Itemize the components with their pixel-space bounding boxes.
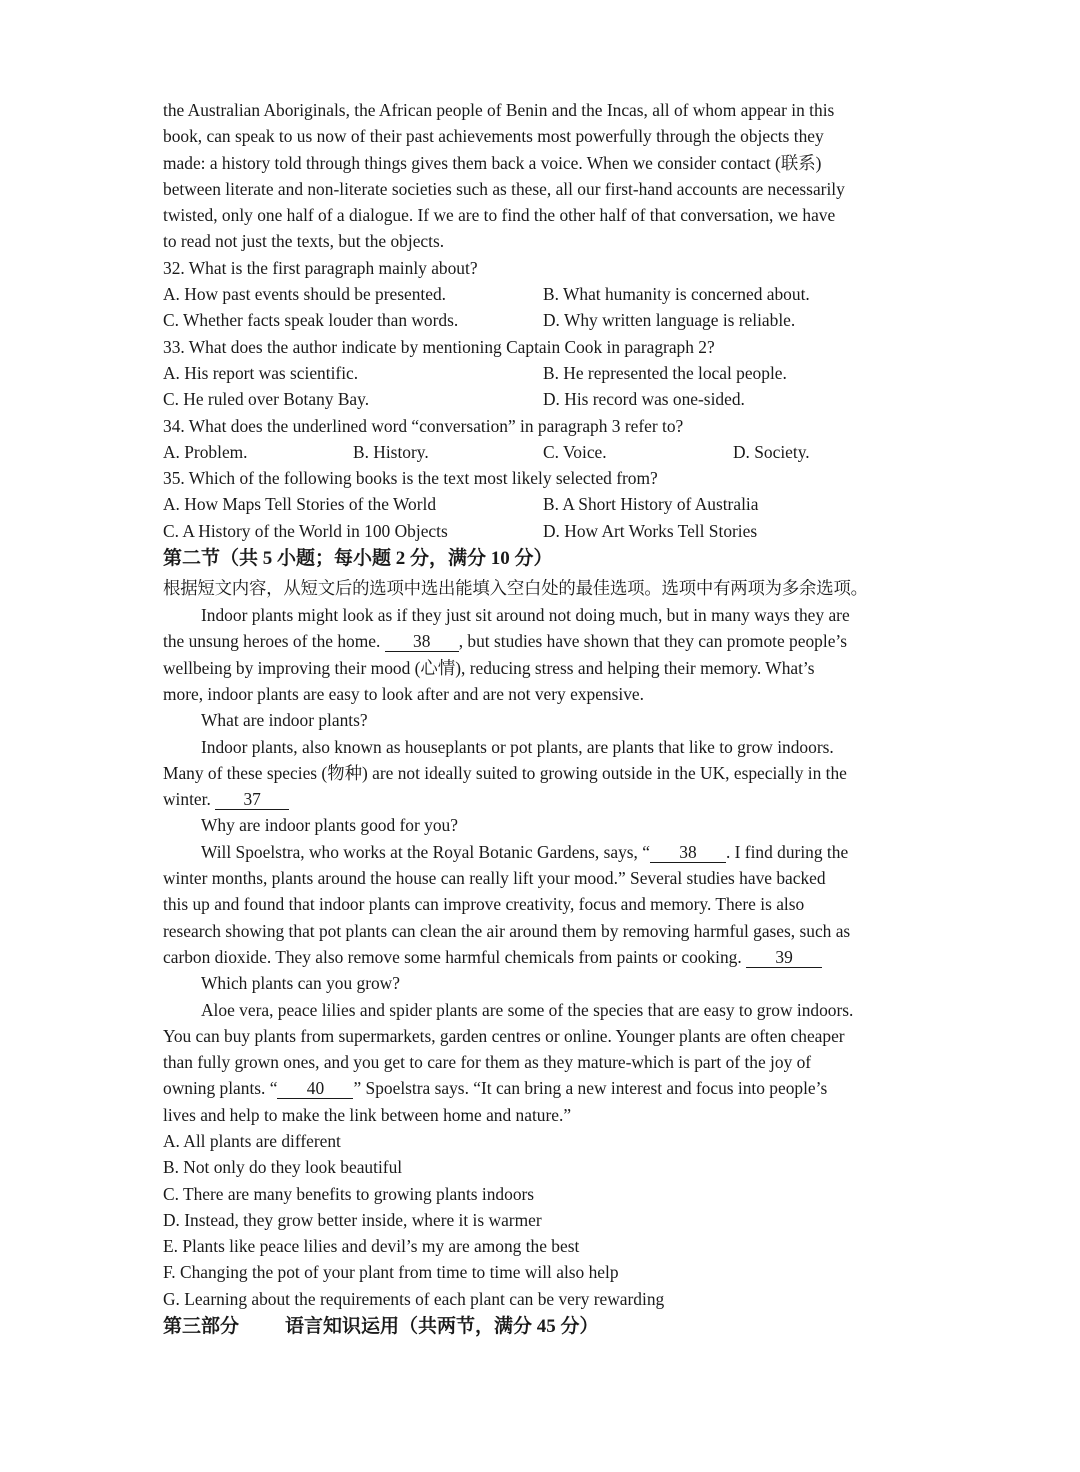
section-2-heading: 第二节（共 5 小题；每小题 2 分，满分 10 分） xyxy=(163,548,553,570)
passage-line: than fully grown ones, and you get to care for them as they mature-which is part of the joy of xyxy=(163,1052,812,1073)
choice-a: A. All plants are different xyxy=(163,1130,341,1151)
section-3-heading xyxy=(163,1312,923,1342)
option-b: B. He represented the local people. xyxy=(543,362,787,383)
question-32 xyxy=(163,255,923,334)
choice-b: B. Not only do they look beautiful xyxy=(163,1157,403,1178)
option-c: C. He ruled over Botany Bay. xyxy=(163,389,370,410)
blank-37: 37 xyxy=(215,790,289,810)
blank-39: 39 xyxy=(746,948,822,968)
question-35 xyxy=(163,465,923,544)
subheading: Which plants can you grow? xyxy=(201,973,400,994)
exam-page xyxy=(163,97,923,1342)
option-a: A. Problem. xyxy=(163,441,248,462)
passage-line: winter. 37 xyxy=(163,786,923,812)
passage-line: twisted, only one half of a dialogue. If we are to find the other half of that conversation, we have xyxy=(163,205,836,226)
options-row xyxy=(163,281,923,307)
options-row xyxy=(163,491,923,517)
blank-40: 40 xyxy=(277,1079,353,1099)
question-33 xyxy=(163,334,923,413)
option-a: A. His report was scientific. xyxy=(163,362,359,383)
passage-line: made: a history told through things gives them back a voice. When we consider contact (联系) xyxy=(163,152,822,173)
question-stem: 34. What does the underlined word “conversation” in paragraph 3 refer to? xyxy=(163,415,684,436)
section-2-instruction: 根据短文内容，从短文后的选项中选出能填入空白处的最佳选项。选项中有两项为多余选项。 xyxy=(163,578,868,599)
passage-line: to read not just the texts, but the objects. xyxy=(163,231,445,252)
option-a: A. How Maps Tell Stories of the World xyxy=(163,494,437,515)
option-d: D. His record was one-sided. xyxy=(543,389,745,410)
passage-line: lives and help to make the link between home and nature.” xyxy=(163,1104,572,1125)
passage-line: more, indoor plants are easy to look after and are not very expensive. xyxy=(163,683,644,704)
passage-line: Aloe vera, peace lilies and spider plants are some of the species that are easy to grow indoors. xyxy=(201,999,854,1020)
question-stem: 33. What does the author indicate by mentioning Captain Cook in paragraph 2? xyxy=(163,336,715,357)
option-c: C. Voice. xyxy=(543,441,607,462)
part-title: 语言知识运用（共两节，满分 45 分） xyxy=(285,1316,599,1338)
passage-line: Many of these species (物种) are not ideally suited to growing outside in the UK, especially in the xyxy=(163,762,847,783)
option-d: D. How Art Works Tell Stories xyxy=(543,520,758,541)
option-c: C. Whether facts speak louder than words. xyxy=(163,310,459,331)
subheading: Why are indoor plants good for you? xyxy=(201,815,458,836)
passage-line: between literate and non-literate societies such as these, all our first-hand accounts are necessarily xyxy=(163,178,845,199)
passage-line: Will Spoelstra, who works at the Royal Botanic Gardens, says, “ 38 . I find during the xyxy=(201,841,849,862)
passage-line: owning plants. “ 40 ” Spoelstra says. “It can bring a new interest and focus into people’s xyxy=(163,1078,828,1099)
question-stem: 35. Which of the following books is the text most likely selected from? xyxy=(163,468,658,489)
question-34 xyxy=(163,413,923,466)
passage-line: research showing that pot plants can clean the air around them by removing harmful gases, such as xyxy=(163,920,851,941)
passage-line: the Australian Aboriginals, the African people of Benin and the Incas, all of whom appear in this xyxy=(163,100,835,120)
passage-indoor-plants xyxy=(163,602,923,1128)
passage-line: the unsung heroes of the home. 38 , but studies have shown that they can promote people’s xyxy=(163,631,848,652)
options-row xyxy=(163,360,923,386)
options-row xyxy=(163,439,923,465)
passage-line: carbon dioxide. They also remove some harmful chemicals from paints or cooking. 39 xyxy=(163,944,923,970)
option-d: D. Society. xyxy=(733,441,810,462)
passage-line: You can buy plants from supermarkets, garden centres or online. Younger plants are often cheaper xyxy=(163,1025,845,1046)
choice-c: C. There are many benefits to growing plants indoors xyxy=(163,1183,535,1204)
passage-line: wellbeing by improving their mood (心情), reducing stress and helping their memory. What’s xyxy=(163,657,815,678)
choice-e: E. Plants like peace lilies and devil’s my are among the best xyxy=(163,1236,580,1257)
passage-line: book, can speak to us now of their past achievements most powerfully through the objects they xyxy=(163,126,824,147)
option-b: B. A Short History of Australia xyxy=(543,494,759,515)
choice-f: F. Changing the pot of your plant from time to time will also help xyxy=(163,1262,619,1283)
option-a: A. How past events should be presented. xyxy=(163,284,447,305)
option-c: C. A History of the World in 100 Objects xyxy=(163,520,448,541)
passage-line: Indoor plants might look as if they just sit around not doing much, but in many ways they are xyxy=(201,605,850,626)
subheading: What are indoor plants? xyxy=(201,710,368,731)
options-row xyxy=(163,307,923,333)
blank-38-second: 38 xyxy=(650,843,726,863)
option-b: B. History. xyxy=(353,441,429,462)
choice-g: G. Learning about the requirements of each plant can be very rewarding xyxy=(163,1288,665,1309)
options-row xyxy=(163,386,923,412)
blank-38: 38 xyxy=(385,632,459,652)
option-d: D. Why written language is reliable. xyxy=(543,310,796,331)
choice-d: D. Instead, they grow better inside, where it is warmer xyxy=(163,1209,542,1230)
passage-line: winter months, plants around the house can really lift your mood.” Several studies have backed xyxy=(163,868,826,889)
part-label: 第三部分 xyxy=(163,1316,240,1338)
option-b: B. What humanity is concerned about. xyxy=(543,284,810,305)
answer-choices xyxy=(163,1128,923,1312)
passage-top xyxy=(163,97,923,255)
passage-line: Indoor plants, also known as houseplants or pot plants, are plants that like to grow indoors. xyxy=(201,736,834,757)
question-stem: 32. What is the first paragraph mainly about? xyxy=(163,257,478,278)
options-row xyxy=(163,518,923,544)
passage-line: this up and found that indoor plants can improve creativity, focus and memory. There is also xyxy=(163,894,805,915)
